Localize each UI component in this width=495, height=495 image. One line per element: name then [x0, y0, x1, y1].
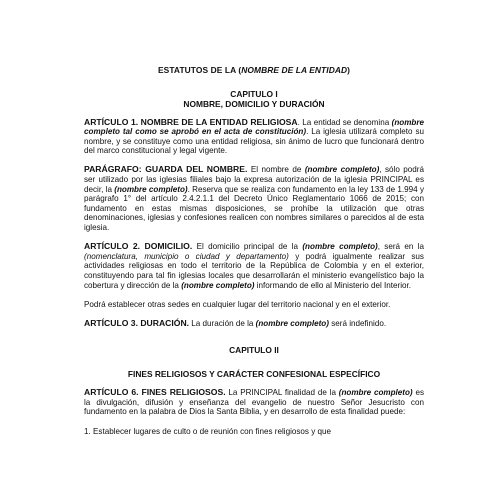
paragrafo-heading: PARÁGRAFO: GUARDA DEL NOMBRE.	[84, 164, 248, 175]
article-1: ARTÍCULO 1. NOMBRE DE LA ENTIDAD RELIGIOSA. La entidad se denomina (nombre completo tal como se aprobó en el acta de constitución). La iglesia utilizará completo su nombre, y se constituye como una entidad religiosa, sin ánimo de lucro que funcionará dentro del marco constitucional y legal vigente.	[84, 116, 424, 156]
chapter-2-label: CAPITULO II	[229, 345, 279, 356]
article-3: ARTÍCULO 3. DURACIÓN. La duración de la (nombre completo) será indefinido.	[84, 317, 387, 328]
list-item: 1. Establecer lugares de culto o de reunión con fines religiosos y que	[84, 426, 332, 436]
article-6-heading: ARTÍCULO 6. FINES RELIGIOSOS.	[84, 387, 226, 398]
chapter-2-subtitle: FINES RELIGIOSOS Y CARÁCTER CONFESIONAL ESPECÍFICO	[127, 369, 381, 380]
chapter-1-heading	[84, 89, 424, 109]
article-2-extra: Podrá establecer otras sedes en cualquier lugar del territorio nacional y en el exterior.	[84, 299, 391, 309]
chapter-1-label: CAPITULO I	[230, 88, 278, 99]
document-title: ESTATUTOS DE LA (NOMBRE DE LA ENTIDAD)	[157, 65, 351, 75]
article-2: ARTÍCULO 2. DOMICILIO. El domicilio principal de la (nombre completo), será en la (nomenclatura, municipio o ciudad y departamento) y podrá igualmente realizar sus actividades religiosas en todo el territorio de la República de Colombia y en el exterior, constituyendo para tal fin iglesias locales que desarrollarán el ministerio evangelístico bajo la cobertura y dirección de la (nombre completo) informando de ello al Ministerio del Interior.	[84, 241, 425, 290]
entity-name-placeholder: NOMBRE DE LA ENTIDAD	[241, 65, 348, 75]
article-3-heading: ARTÍCULO 3. DURACIÓN.	[84, 317, 190, 328]
chapter-1-subtitle: NOMBRE, DOMICILIO Y DURACIÓN	[183, 98, 325, 109]
article-2-heading: ARTÍCULO 2. DOMICILIO.	[84, 241, 193, 252]
article-6: ARTÍCULO 6. FINES RELIGIOSOS. La PRINCIPAL finalidad de la (nombre completo) es la divulgación, difusión y enseñanza del evangelio de nuestro Señor Jesucristo con fundamento en la palabra de Dios la Santa Biblia, y en desarrollo de esta finalidad puede:	[84, 387, 424, 417]
document-page	[84, 66, 424, 436]
paragrafo-guarda-nombre: PARÁGRAFO: GUARDA DEL NOMBRE. El nombre de (nombre completo), sólo podrá ser utilizado por las iglesias filiales bajo la expresa autorización de la iglesia PRINCIPAL es decir, la (nombre completo). Reserva que se realiza con fundamento en la ley 133 de 1.994 y parágrafo 1° del artículo 2.4.2.1.1 del Decreto Único Reglamentario 1066 de 2015; con fundamento en estas mismas disposiciones, se prohíbe la utilización que otras denominaciones, iglesias y confesiones realicen con nombres similares o parecidos al de esta iglesia.	[84, 164, 425, 233]
article-1-heading: ARTÍCULO 1. NOMBRE DE LA ENTIDAD RELIGIOSA	[84, 116, 298, 127]
